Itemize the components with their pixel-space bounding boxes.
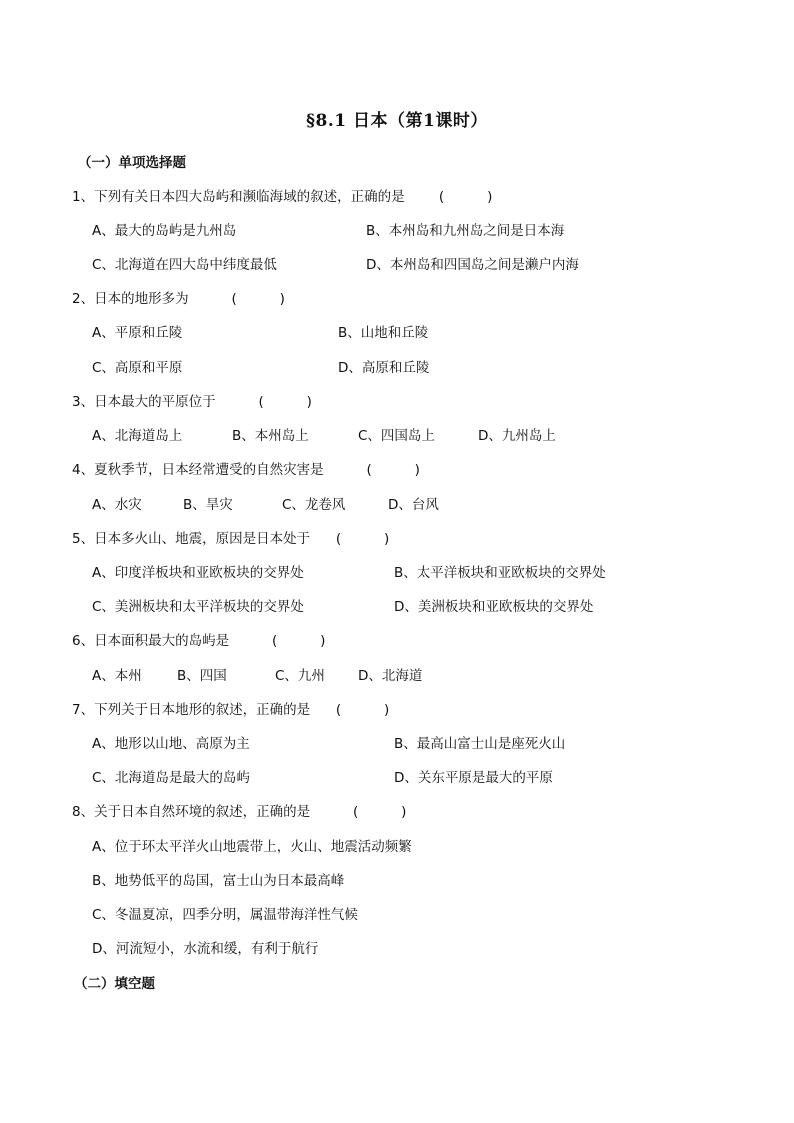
question-5-option-c: C、美洲板块和太平洋板块的交界处 [92,599,304,615]
question-6-option-a: A、本州 [92,668,142,684]
question-2-option-b: B、山地和丘陵 [338,325,429,341]
question-2-option-a: A、平原和丘陵 [92,325,183,341]
question-1-option-b: B、本州岛和九州岛之间是日本海 [366,223,565,239]
section-heading-choice: （一）单项选择题 [78,155,186,171]
question-1-option-a: A、最大的岛屿是九州岛 [92,223,237,239]
question-1-option-c: C、北海道在四大岛中纬度最低 [92,257,277,273]
question-4-option-b: B、旱灾 [183,497,233,513]
question-5-option-d: D、美洲板块和亚欧板块的交界处 [394,599,594,615]
question-4-option-d: D、台风 [388,497,439,513]
question-3-stem: 3、日本最大的平原位于 ( ) [72,394,312,410]
section-heading-fill: （二）填空题 [74,976,155,992]
question-2-stem: 2、日本的地形多为 ( ) [72,291,285,307]
question-4-option-a: A、水灾 [92,497,142,513]
question-1-option-d: D、本州岛和四国岛之间是濑户内海 [366,257,579,273]
question-6-option-b: B、四国 [177,668,227,684]
question-7-option-a: A、地形以山地、高原为主 [92,736,250,752]
question-7-stem: 7、下列关于日本地形的叙述，正确的是 ( ) [72,702,390,718]
question-5-option-a: A、印度洋板块和亚欧板块的交界处 [92,565,304,581]
question-7-option-b: B、最高山富士山是座死火山 [394,736,566,752]
question-7-option-c: C、北海道岛是最大的岛屿 [92,770,250,786]
question-5-stem: 5、日本多火山、地震，原因是日本处于 ( ) [72,531,390,547]
question-8-option-a: A、位于环太平洋火山地震带上，火山、地震活动频繁 [92,839,412,855]
question-3-option-c: C、四国岛上 [358,428,435,444]
question-3-option-d: D、九州岛上 [478,428,556,444]
question-5-option-b: B、太平洋板块和亚欧板块的交界处 [394,565,606,581]
question-3-option-b: B、本州岛上 [232,428,309,444]
question-6-option-c: C、九州 [275,668,325,684]
page-title: §8.1 日本（第1课时） [306,111,488,131]
question-7-option-d: D、关东平原是最大的平原 [394,770,553,786]
question-8-option-c: C、冬温夏凉，四季分明，属温带海洋性气候 [92,907,358,923]
question-8-option-b: B、地势低平的岛国，富士山为日本最高峰 [92,873,345,889]
question-1-stem: 1、下列有关日本四大岛屿和濒临海域的叙述，正确的是 ( ) [72,189,493,205]
question-6-stem: 6、日本面积最大的岛屿是 ( ) [72,633,326,649]
question-2-option-c: C、高原和平原 [92,360,183,376]
question-6-option-d: D、北海道 [358,668,423,684]
question-8-option-d: D、河流短小，水流和缓，有利于航行 [92,941,319,957]
question-4-option-c: C、龙卷风 [282,497,346,513]
question-3-option-a: A、北海道岛上 [92,428,183,444]
question-8-stem: 8、关于日本自然环境的叙述，正确的是 ( ) [72,804,407,820]
question-4-stem: 4、夏秋季节，日本经常遭受的自然灾害是 ( ) [72,462,420,478]
question-2-option-d: D、高原和丘陵 [338,360,430,376]
